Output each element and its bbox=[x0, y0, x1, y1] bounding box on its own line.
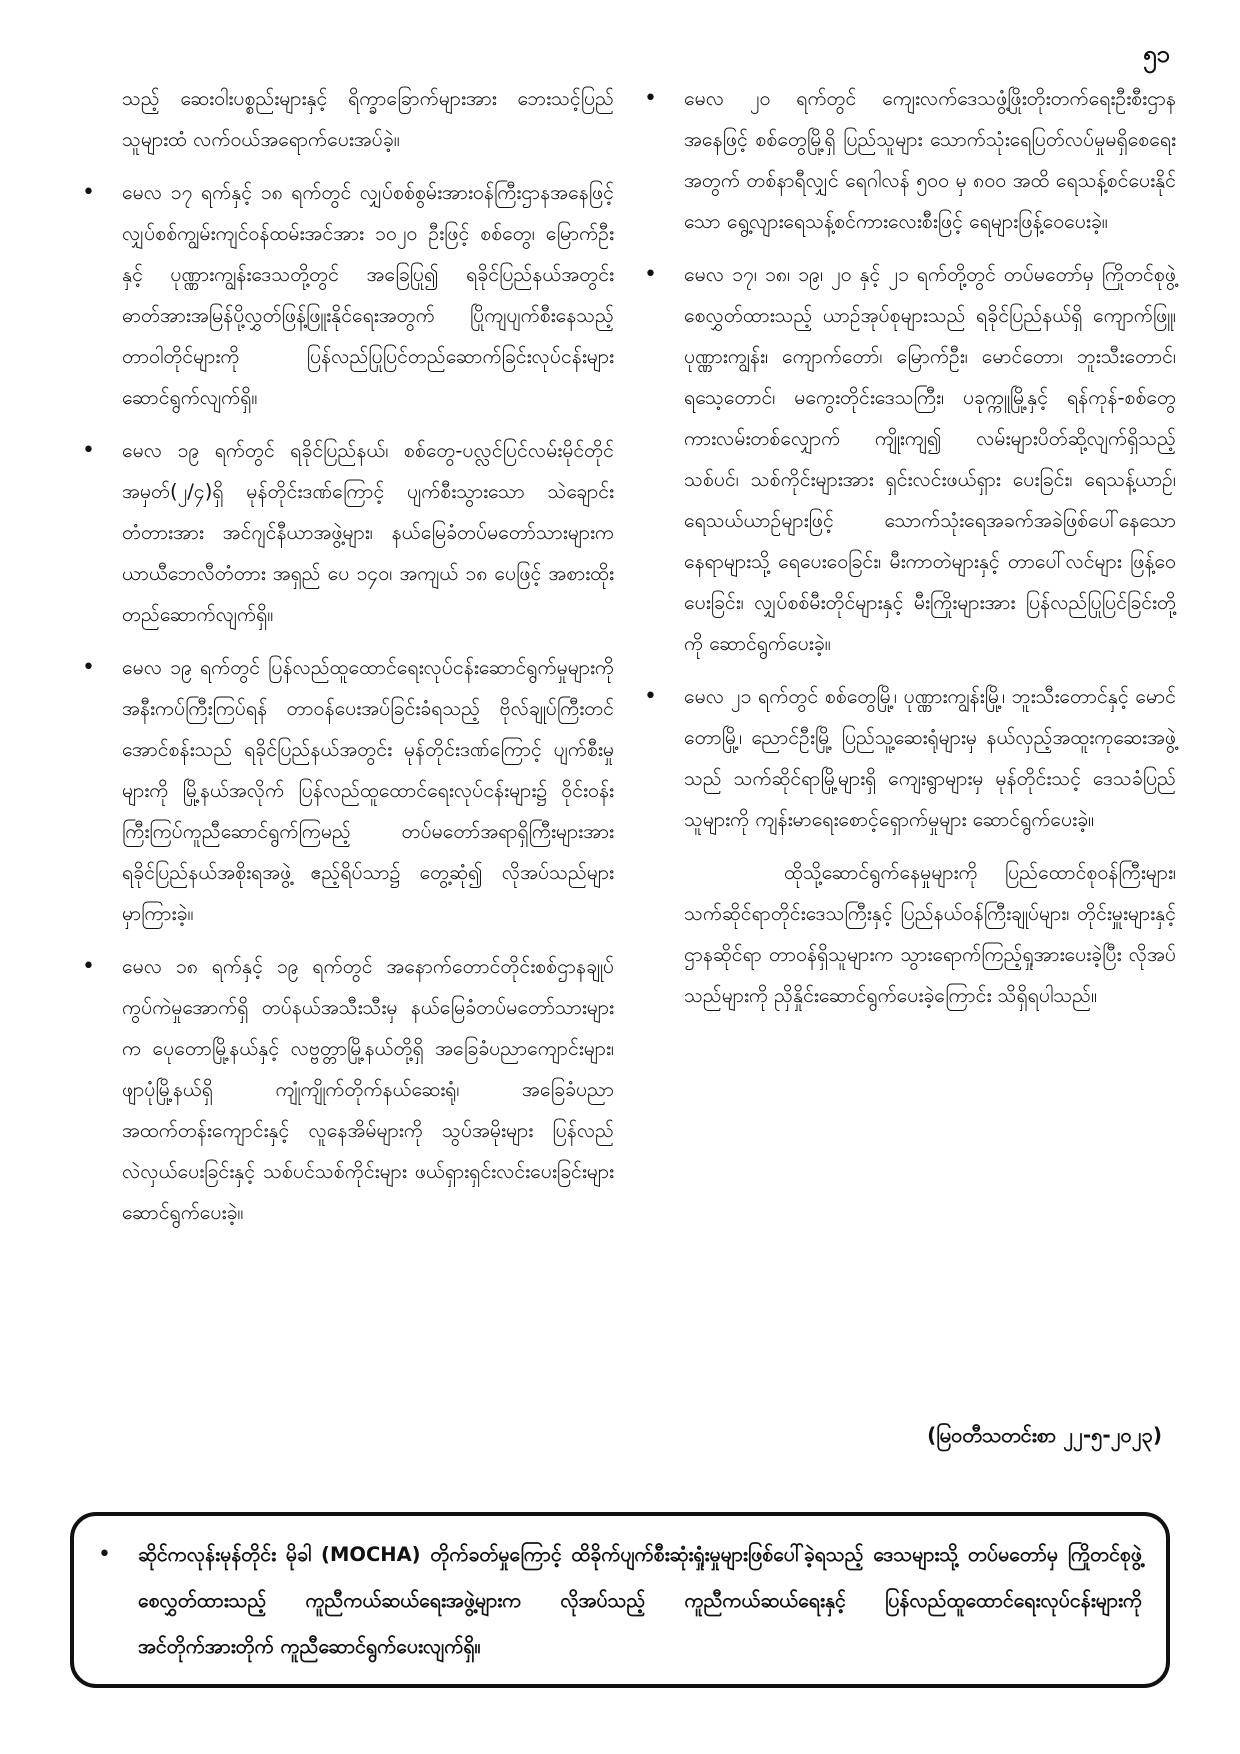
bullet-icon: • bbox=[644, 684, 657, 709]
bullet-item bbox=[640, 676, 1176, 840]
closing-paragraph: ထိုသို့ဆောင်ရွက်နေမှုများကို ပြည်ထောင်စုဝန်ကြီးများ၊ သက်ဆိုင်ရာတိုင်းဒေသကြီးနှင့် ပြည်နယ်ဝန်ကြီးချုပ်များ၊ တိုင်းမှူးများနှင့် ဌာနဆိုင်ရာ တာဝန်ရှိသူများက သွားရောက်ကြည့်ရှုအားပေးခဲ့ပြီး လိုအပ်သည်များကို ညှိနှိုင်းဆောင်ရွက်ပေးခဲ့ကြောင်း သိရှိရပါသည်။ bbox=[684, 861, 1176, 1007]
bullet-text: မေလ ၂၀ ရက်တွင် ကျေးလက်ဒေသဖွံ့ဖြိုးတိုးတက်ရေးဦးစီးဌာနအနေဖြင့် စစ်တွေမြို့ရှိ ပြည်သူများ သောက်သုံးရေပြတ်လပ်မှုမရှိစေရေးအတွက် တစ်နာရီလျှင် ရေဂါလန် ၅၀၀ မှ ၈၀၀ အထိ ရေသန့်စင်ပေးနိုင်သော ရွေ့လျားရေသန့်စင်ကားလေးစီးဖြင့် ရေများဖြန့်ဝေပေးခဲ့။ bbox=[684, 87, 1176, 233]
page-number: ၅၁ bbox=[1143, 40, 1170, 68]
source-citation: (မြဝတီသတင်းစာ ၂၂-၅-၂၀၂၃) bbox=[927, 1423, 1162, 1447]
bullet-text: မေလ ၁၈ ရက်နှင့် ၁၉ ရက်တွင် အနောက်တောင်တိုင်းစစ်ဌာနချုပ် ကွပ်ကဲမှုအောက်ရှိ တပ်နယ်အသီးသီးမှ နယ်မြေခံတပ်မတော်သားများက ပေုတောမြို့နယ်နှင့် လဗ္ဗတ္တာမြို့နယ်တို့ရှိ အခြေခံပညာကျောင်းများ၊ ဖျာပုံမြို့နယ်ရှိ ကျုံကျိုက်တိုက်နယ်ဆေးရုံ၊ အခြေခံပညာအထက်တန်းကျောင်းနှင့် လူနေအိမ်များကို သွပ်အမိုးများ ပြန်လည်လဲလှယ်ပေးခြင်းနှင့် သစ်ပင်သစ်ကိုင်းများ ဖယ်ရှားရှင်းလင်းပေးခြင်းများ ဆောင်ရွက်ပေးခဲ့။ bbox=[122, 955, 614, 1224]
bullet-text: မေလ ၁၇၊ ၁၈၊ ၁၉၊ ၂၀ နှင့် ၂၁ ရက်တို့တွင် တပ်မတော်မှ ကြိုတင်စုဖွဲ့စေလွှတ်ထားသည့် ယာဉ်အုပ်စုများသည် ရခိုင်ပြည်နယ်ရှိ ကျောက်ဖြူ၊ ပုဏ္ဏားကျွန်း၊ ကျောက်တော်၊ မြောက်ဦး၊ မောင်တော၊ ဘူးသီးတောင်၊ ရသေ့တောင်၊ မကွေးတိုင်းဒေသကြီး၊ ပခုက္ကူမြို့နှင့် ရန်ကုန်-စစ်တွေ ကားလမ်းတစ်လျှောက် ကျိုးကျ၍ လမ်းများပိတ်ဆို့လျက်ရှိသည့် သစ်ပင်၊ သစ်ကိုင်းများအား ရှင်းလင်းဖယ်ရှား ပေးခြင်း၊ ရေသန့်ယာဉ်၊ ရေသယ်ယာဉ်များဖြင့် သောက်သုံးရေအခက်အခဲဖြစ်ပေါ်နေသော နေရာများသို့ ရေပေးဝေခြင်း၊ မီးကာတဲများနှင့် တာပေါ်လင်များ ဖြန့်ဝေပေးခြင်း၊ လျှပ်စစ်မီးတိုင်များနှင့် မီးကြိုးများအား ပြန်လည်ပြုပြင်ခြင်းတို့ကို ဆောင်ရွက်ပေးခဲ့။ bbox=[684, 263, 1176, 655]
bullet-icon: • bbox=[98, 1542, 111, 1567]
bullet-icon: • bbox=[644, 86, 657, 111]
bullet-icon: • bbox=[82, 438, 95, 463]
article-columns bbox=[78, 78, 1176, 1245]
bullet-text: မေလ ၁၉ ရက်တွင် ရခိုင်ပြည်နယ်၊ စစ်တွေ-ပလ္လင်ပြင်လမ်းမိုင်တိုင်အမှတ်(၂/၄)ရှိ မုန်တိုင်းဒဏ်ကြောင့် ပျက်စီးသွားသော သဲချောင်းတံတားအား အင်ဂျင်နီယာအဖွဲ့များ၊ နယ်မြေခံတပ်မတော်သားများက ယာယီဘေလီတံတား အရှည် ပေ ၁၄၀၊ အကျယ် ၁၈ ပေဖြင့် အစားထိုးတည်ဆောက်လျက်ရှိ။ bbox=[122, 439, 614, 626]
bullet-item bbox=[78, 172, 614, 418]
bullet-item bbox=[78, 647, 614, 934]
bullet-text: မေလ ၁၇ ရက်နှင့် ၁၈ ရက်တွင် လျှပ်စစ်စွမ်းအားဝန်ကြီးဌာနအနေဖြင့် လျှပ်စစ်ကျွမ်းကျင်ဝန်ထမ်းအင်အား ၁၀၂၀ ဦးဖြင့် စစ်တွေ၊ မြောက်ဦးနှင့် ပုဏ္ဏားကျွန်းဒေသတို့တွင် အခြေပြု၍ ရခိုင်ပြည်နယ်အတွင်း ဓာတ်အားအမြန်ပို့လွှတ်ဖြန့်ဖြူးနိုင်ရေးအတွက် ပြိုကျပျက်စီးနေသည့် တာဝါတိုင်များကို ပြန်လည်ပြုပြင်တည်ဆောက်ခြင်းလုပ်ငန်းများ ဆောင်ရွက်လျက်ရှိ။ bbox=[122, 181, 614, 409]
notice-text: ဆိုင်ကလုန်းမုန်တိုင်း မိုခါ (MOCHA) တိုက်ခတ်မှုကြောင့် ထိခိုက်ပျက်စီးဆုံးရှုံးမှုများဖြစ်ပေါ်ခဲ့ရသည့် ဒေသများသို့ တပ်မတော်မှ ကြိုတင်စုဖွဲ့စေလွှတ်ထားသည့် ကူညီကယ်ဆယ်ရေးအဖွဲ့များက လိုအပ်သည့် ကူညီကယ်ဆယ်ရေးနှင့် ပြန်လည်ထူထောင်ရေးလုပ်ငန်းများကို အင်တိုက်အားတိုက် ကူညီဆောင်ရွက်ပေးလျက်ရှိ။ bbox=[138, 1543, 1142, 1658]
bullet-icon: • bbox=[82, 180, 95, 205]
right-column bbox=[640, 78, 1176, 1245]
bullet-item bbox=[78, 430, 614, 635]
bullet-item bbox=[78, 946, 614, 1233]
bullet-icon: • bbox=[82, 655, 95, 680]
bullet-text: မေလ ၁၉ ရက်တွင် ပြန်လည်ထူထောင်ရေးလုပ်ငန်းဆောင်ရွက်မှုများကို အနီးကပ်ကြီးကြပ်ရန် တာဝန်ပေးအပ်ခြင်းခံရသည့် ဗိုလ်ချုပ်ကြီးတင်အောင်စန်းသည် ရခိုင်ပြည်နယ်အတွင်း မုန်တိုင်းဒဏ်ကြောင့် ပျက်စီးမှုများကို မြို့နယ်အလိုက် ပြန်လည်ထူထောင်ရေးလုပ်ငန်းများ၌ ဝိုင်းဝန်းကြီးကြပ်ကူညီဆောင်ရွက်ကြမည့် တပ်မတော်အရာရှိကြီးများအား ရခိုင်ပြည်နယ်အစိုးရအဖွဲ့ ဧည့်ရိပ်သာ၌ တွေ့ဆုံ၍ လိုအပ်သည်များ မှာကြားခဲ့။ bbox=[122, 656, 614, 925]
continued-paragraph: သည့် ဆေးဝါးပစ္စည်းများနှင့် ရိက္ခာခြောက်များအား ဘေးသင့်ပြည်သူများထံ လက်ဝယ်အရောက်ပေးအပ်ခဲ့။ bbox=[122, 87, 614, 151]
bullet-item bbox=[640, 254, 1176, 664]
bullet-icon: • bbox=[644, 262, 657, 287]
bullet-icon: • bbox=[82, 954, 95, 979]
left-column bbox=[78, 78, 614, 1245]
notice-box bbox=[70, 1512, 1170, 1688]
bullet-text: မေလ ၂၁ ရက်တွင် စစ်တွေမြို့၊ ပုဏ္ဏားကျွန်းမြို့၊ ဘူးသီးတောင်နှင့် မောင်တောမြို့၊ ညောင်ဦးမြို့ ပြည်သူ့ဆေးရုံများမှ နယ်လှည့်အထူးကုဆေးအဖွဲ့သည် သက်ဆိုင်ရာမြို့များရှိ ကျေးရွာများမှ မုန်တိုင်းသင့် ဒေသခံပြည်သူများကို ကျန်းမာရေးစောင့်ရှောက်မှုများ ဆောင်ရွက်ပေးခဲ့။ bbox=[684, 685, 1176, 831]
bullet-item bbox=[640, 78, 1176, 242]
